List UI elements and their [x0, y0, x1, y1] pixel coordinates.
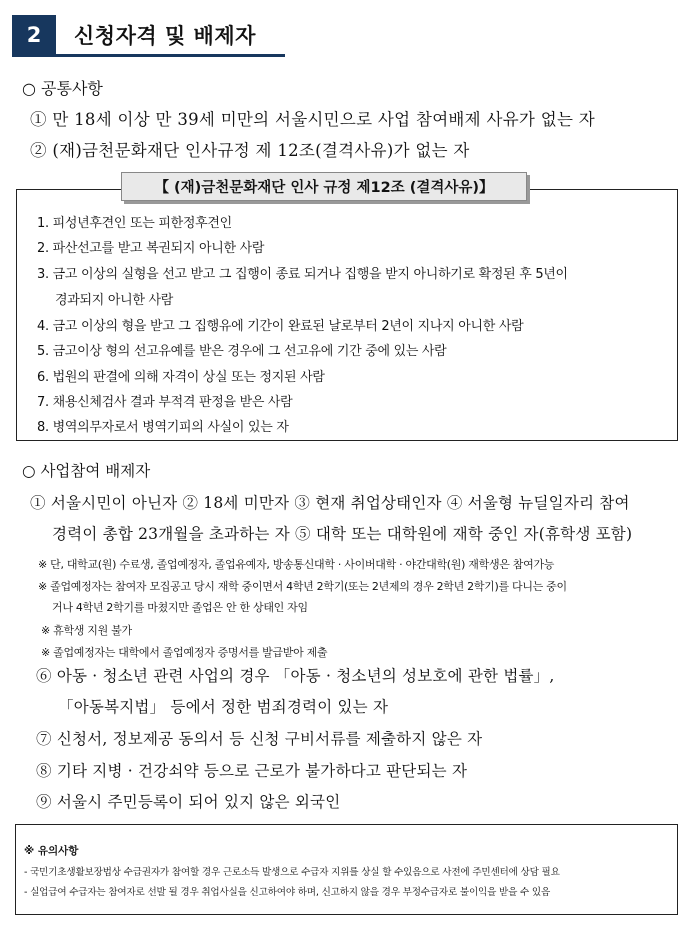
caution-title: ※ 유의사항 [24, 845, 79, 857]
legal-item-4: 4. 금고 이상의 형을 받고 그 집행유에 기간이 완료된 날로부터 2년이 지나지 아니한 사람 [37, 319, 524, 334]
legal-item-5: 5. 금고이상 형의 선고유예를 받은 경우에 그 선고유에 기간 중에 있는 사람 [37, 344, 447, 359]
exclusion-line-1: ① 서울시민이 아닌자 ② 18세 미만자 ③ 현재 취업상태인자 ④ 서울형 뉴딜일자리 참여 [30, 494, 630, 512]
legal-item-3-cont: 경과되지 아니한 사람 [55, 293, 173, 308]
note-2-cont: 거나 4학년 2학기를 마쳤지만 졸업은 안 한 상태인 자임 [52, 601, 308, 614]
legal-item-7: 7. 채용신체검사 결과 부적격 판정을 받은 사람 [37, 395, 293, 410]
section-title: 신청자격 및 배제자 [74, 24, 256, 48]
legal-item-1: 1. 피성년후견인 또는 피한정후견인 [37, 216, 232, 231]
section-underline [12, 54, 285, 57]
note-1: ※ 단, 대학교(원) 수료생, 졸업예정자, 졸업유예자, 방송통신대학 · 사이버대학 · 야간대학(원) 재학생은 참여가능 [38, 558, 555, 571]
note-4: ※ 졸업예정자는 대학에서 졸업예정자 증명서를 발급받아 제출 [41, 646, 328, 659]
exclusion-item-6: ⑥ 아동 · 청소년 관련 사업의 경우 「아동 · 청소년의 성보호에 관한 법률」, [36, 667, 555, 685]
section-number: 2 [12, 15, 56, 54]
legal-item-3: 3. 금고 이상의 실형을 선고 받고 그 집행이 종료 되거나 집행을 받지 아니하기로 확정된 후 5년이 [37, 267, 568, 282]
section-header [12, 15, 285, 57]
legal-item-8: 8. 병역의무자로서 병역기피의 사실이 있는 자 [37, 420, 289, 435]
exclusion-item-8: ⑧ 기타 지병 · 건강쇠약 등으로 근로가 불가하다고 판단되는 자 [36, 762, 468, 780]
legal-box-title: 【 (재)금천문화재단 인사 규정 제12조 (결격사유)】 [121, 172, 527, 201]
legal-item-2: 2. 파산선고를 받고 복권되지 아니한 사람 [37, 241, 265, 256]
note-3: ※ 휴학생 지원 불가 [41, 624, 132, 637]
exclusion-item-6-cont: 「아동복지법」 등에서 정한 범죄경력이 있는 자 [58, 698, 389, 716]
caution-item-2: - 실업급여 수급자는 참여자로 선발 될 경우 취업사실을 신고하여야 하며, 신고하지 않을 경우 부정수급자로 불이익을 받을 수 있음 [24, 887, 551, 898]
common-heading: ○ 공통사항 [22, 79, 103, 98]
note-2: ※ 졸업예정자는 참여자 모집공고 당시 재학 중이면서 4학년 2학기(또는 2년제의 경우 2학년 2학기)를 다니는 중이 [38, 580, 567, 593]
exclusion-line-2: 경력이 총합 23개월을 초과하는 자 ⑤ 대학 또는 대학원에 재학 중인 자(휴학생 포함) [52, 525, 633, 543]
exclusion-item-7: ⑦ 신청서, 정보제공 동의서 등 신청 구비서류를 제출하지 않은 자 [36, 730, 483, 748]
exclusion-heading: ○ 사업참여 배제자 [22, 462, 151, 480]
legal-item-6: 6. 법원의 판결에 의해 자격이 상실 또는 정지된 사람 [37, 370, 325, 385]
exclusion-item-9: ⑨ 서울시 주민등록이 되어 있지 않은 외국인 [36, 793, 341, 811]
common-item-2: ② (재)금천문화재단 인사규정 제 12조(결격사유)가 없는 자 [30, 141, 470, 160]
caution-item-1: - 국민기초생활보장법상 수급권자가 참여할 경우 근로소득 발생으로 수급자 지위를 상실 할 수있음으로 사전에 주민센터에 상담 필요 [24, 867, 560, 878]
common-item-1: ① 만 18세 이상 만 39세 미만의 서울시민으로 사업 참여배제 사유가 없는 자 [30, 110, 595, 129]
